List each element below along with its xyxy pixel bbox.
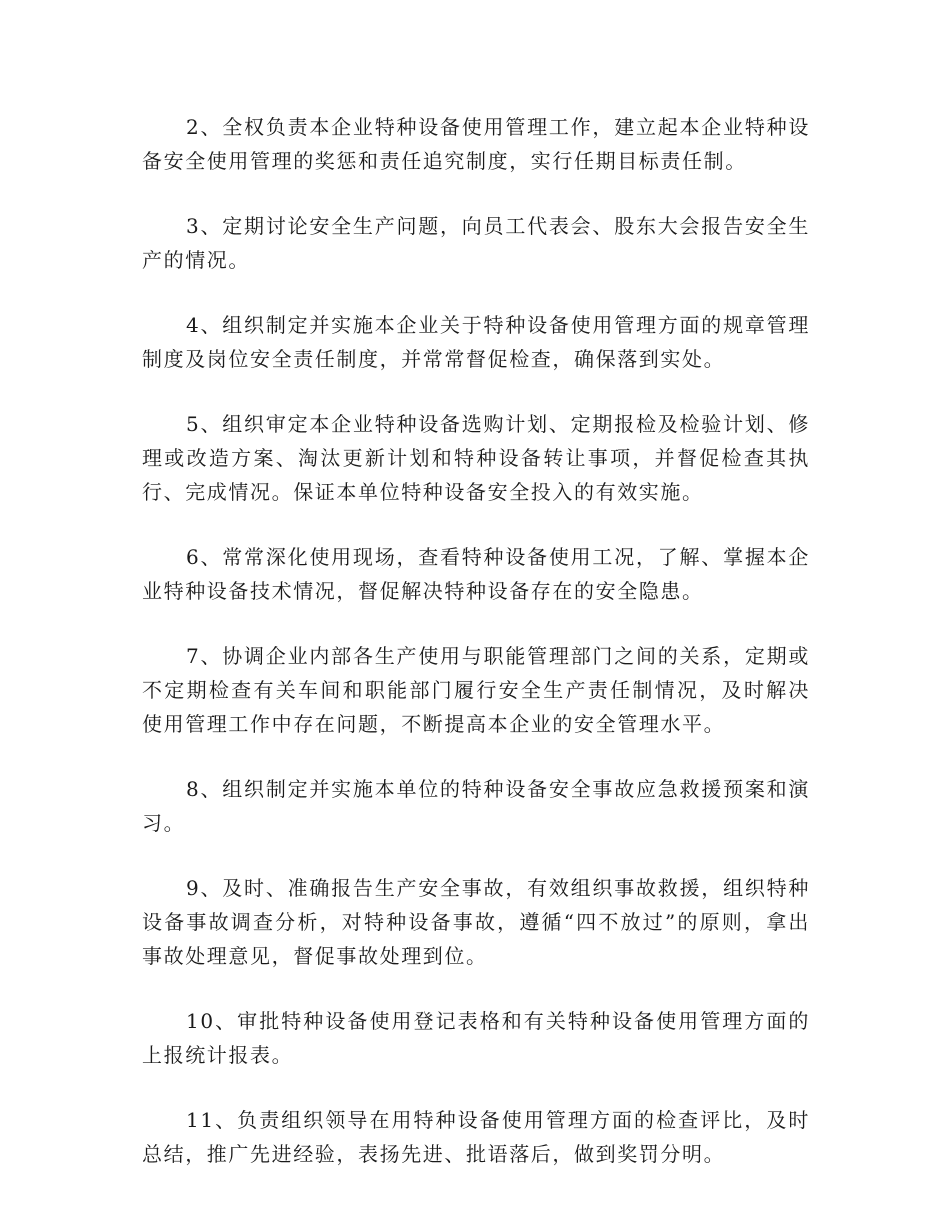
- document-body: [142, 110, 810, 1202]
- paragraph-7: 7、协调企业内部各生产使用与职能管理部门之间的关系，定期或不定期检查有关车间和职能部门履行安全生产责任制情况，及时解决使用管理工作中存在问题，不断提高本企业的安全管理水平。: [142, 644, 810, 736]
- paragraph-5: 5、组织审定本企业特种设备选购计划、定期报检及检验计划、修理或改造方案、淘汰更新计划和特种设备转让事项，并督促检查其执行、完成情况。保证本单位特种设备安全投入的有效实施。: [142, 412, 810, 504]
- paragraph-10: 10、审批特种设备使用登记表格和有关特种设备使用管理方面的上报统计报表。: [142, 1009, 810, 1067]
- paragraph-9: 9、及时、准确报告生产安全事故，有效组织事故救援，组织特种设备事故调查分析，对特种设备事故，遵循“四不放过”的原则，拿出事故处理意见，督促事故处理到位。: [142, 876, 810, 968]
- paragraph-11: 11、负责组织领导在用特种设备使用管理方面的检查评比，及时总结，推广先进经验，表扬先进、批语落后，做到奖罚分明。: [142, 1108, 810, 1166]
- paragraph-6: 6、常常深化使用现场，查看特种设备使用工况，了解、掌握本企业特种设备技术情况，督促解决特种设备存在的安全隐患。: [142, 545, 810, 603]
- paragraph-2: 2、全权负责本企业特种设备使用管理工作，建立起本企业特种设备安全使用管理的奖惩和责任追究制度，实行任期目标责任制。: [142, 115, 810, 173]
- paragraph-3: 3、定期讨论安全生产问题，向员工代表会、股东大会报告安全生产的情况。: [142, 214, 810, 272]
- paragraph-8: 8、组织制定并实施本单位的特种设备安全事故应急救援预案和演习。: [142, 777, 810, 835]
- paragraph-4: 4、组织制定并实施本企业关于特种设备使用管理方面的规章管理制度及岗位安全责任制度，并常常督促检查，确保落到实处。: [142, 313, 810, 371]
